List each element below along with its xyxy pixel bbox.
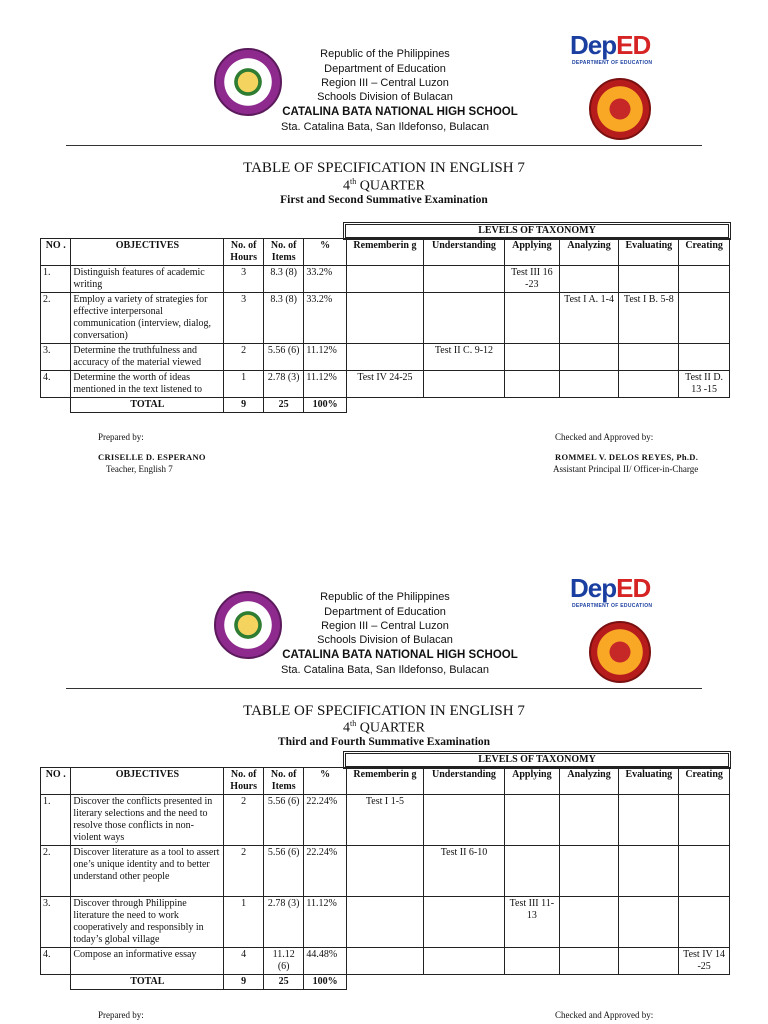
- department-line: Department of Education: [324, 63, 446, 75]
- republic-line: Republic of the Philippines: [320, 48, 450, 60]
- table-row: 3. Discover through Philippine literature the need to work cooperatively and responsibly in today’s global village 1 2.78 (3) 11.12% Test III 11-13: [41, 897, 730, 948]
- approver-name: ROMMEL V. DELOS REYES, Ph.D.: [555, 452, 699, 462]
- deped-logo: DepED: [570, 30, 651, 60]
- table-row: 4. Compose an informative essay 4 11.12 (6) 44.48% Test IV 14 -25: [41, 948, 730, 975]
- header-divider: [66, 145, 702, 146]
- division-line: Schools Division of Bulacan: [317, 634, 453, 646]
- col-evaluating: Evaluating: [619, 239, 679, 266]
- col-hours: No. of Hours: [224, 239, 264, 266]
- deped-logo-caption: DEPARTMENT OF EDUCATION: [572, 603, 653, 609]
- header-divider: [66, 688, 702, 689]
- table-row: 4. Determine the worth of ideas mentioned in the text listened to 1 2.78 (3) 11.12% Test IV 24-25 Test II D. 13 -15: [41, 371, 730, 398]
- col-hours: No. of Hours: [224, 768, 264, 795]
- region-line: Region III – Central Luzon: [321, 620, 449, 632]
- school-name: CATALINA BATA NATIONAL HIGH SCHOOL: [282, 106, 518, 118]
- quarter-label: 4th QUARTER: [342, 719, 425, 736]
- school-name: CATALINA BATA NATIONAL HIGH SCHOOL: [282, 649, 518, 661]
- col-percent: %: [304, 768, 347, 795]
- total-row: TOTAL 9 25 100%: [41, 398, 730, 413]
- table-header-row: [41, 768, 730, 795]
- col-applying: Applying: [505, 239, 560, 266]
- exam-subtitle: First and Second Summative Examination: [280, 194, 488, 206]
- col-analyzing: Analyzing: [559, 768, 619, 795]
- table-row: 1. Discover the conflicts presented in literary selections and the need to resolve those conflicts in non-violent ways 2 5.56 (6) 22.24% Test I 1-5: [41, 795, 730, 846]
- division-line: Schools Division of Bulacan: [317, 91, 453, 103]
- division-seal-icon: [589, 78, 651, 140]
- approver-role: Assistant Principal II/ Officer-in-Charge: [553, 464, 699, 474]
- table-row: 1. Distinguish features of academic writing 3 8.3 (8) 33.2% Test III 16 -23: [41, 266, 730, 293]
- division-seal-icon: [589, 621, 651, 683]
- levels-of-taxonomy-header: LEVELS OF TAXONOMY: [345, 224, 729, 238]
- levels-of-taxonomy-header: LEVELS OF TAXONOMY: [345, 753, 729, 767]
- col-remembering: Rememberin g: [346, 768, 423, 795]
- col-items: No. of Items: [263, 239, 304, 266]
- col-percent: %: [304, 239, 347, 266]
- school-address: Sta. Catalina Bata, San Ildefonso, Bulacan: [281, 121, 489, 133]
- republic-line: Republic of the Philippines: [320, 591, 450, 603]
- col-understanding: Understanding: [423, 239, 504, 266]
- col-analyzing: Analyzing: [559, 239, 619, 266]
- preparer-role: Teacher, English 7: [106, 464, 173, 474]
- specification-table-1: [40, 238, 730, 413]
- prepared-by-label: Prepared by:: [98, 1010, 144, 1020]
- col-objectives: OBJECTIVES: [71, 239, 224, 266]
- quarter-label: 4th QUARTER: [342, 177, 425, 194]
- col-objectives: OBJECTIVES: [71, 768, 224, 795]
- col-items: No. of Items: [263, 768, 304, 795]
- col-creating: Creating: [679, 239, 730, 266]
- page-title: TABLE OF SPECIFICATION IN ENGLISH 7: [243, 703, 525, 719]
- col-applying: Applying: [505, 768, 560, 795]
- school-address: Sta. Catalina Bata, San Ildefonso, Bulacan: [281, 664, 489, 676]
- prepared-by-label: Prepared by:: [98, 432, 144, 442]
- table-row: 2. Discover literature as a tool to assert one’s unique identity and to better understand other people 2 5.56 (6) 22.24% Test II 6-10: [41, 846, 730, 897]
- department-line: Department of Education: [324, 606, 446, 618]
- col-remembering: Rememberin g: [346, 239, 423, 266]
- letterhead-2: [0, 571, 768, 681]
- exam-subtitle: Third and Fourth Summative Examination: [277, 736, 491, 748]
- table-header-row: [41, 239, 730, 266]
- region-line: Region III – Central Luzon: [321, 77, 449, 89]
- table-row: 2. Employ a variety of strategies for effective interpersonal communication (interview, dialog, conversation) 3 8.3 (8) 33.2% Test I A. 1-4 Test I B. 5-8: [41, 293, 730, 344]
- col-creating: Creating: [679, 768, 730, 795]
- checked-by-label: Checked and Approved by:: [555, 432, 654, 442]
- specification-table-2: [40, 767, 730, 990]
- col-no: NO .: [41, 239, 71, 266]
- total-row: TOTAL 9 25 100%: [41, 975, 730, 990]
- deped-logo: DepED: [570, 573, 651, 603]
- deped-logo-caption: DEPARTMENT OF EDUCATION: [572, 60, 653, 66]
- col-evaluating: Evaluating: [619, 768, 679, 795]
- table-row: 3. Determine the truthfulness and accuracy of the material viewed 2 5.56 (6) 11.12% Test II C. 9-12: [41, 344, 730, 371]
- letterhead-1: [0, 28, 768, 138]
- col-understanding: Understanding: [423, 768, 504, 795]
- preparer-name: CRISELLE D. ESPERANO: [98, 452, 206, 462]
- page-title: TABLE OF SPECIFICATION IN ENGLISH 7: [243, 160, 525, 176]
- col-no: NO .: [41, 768, 71, 795]
- checked-by-label: Checked and Approved by:: [555, 1010, 654, 1020]
